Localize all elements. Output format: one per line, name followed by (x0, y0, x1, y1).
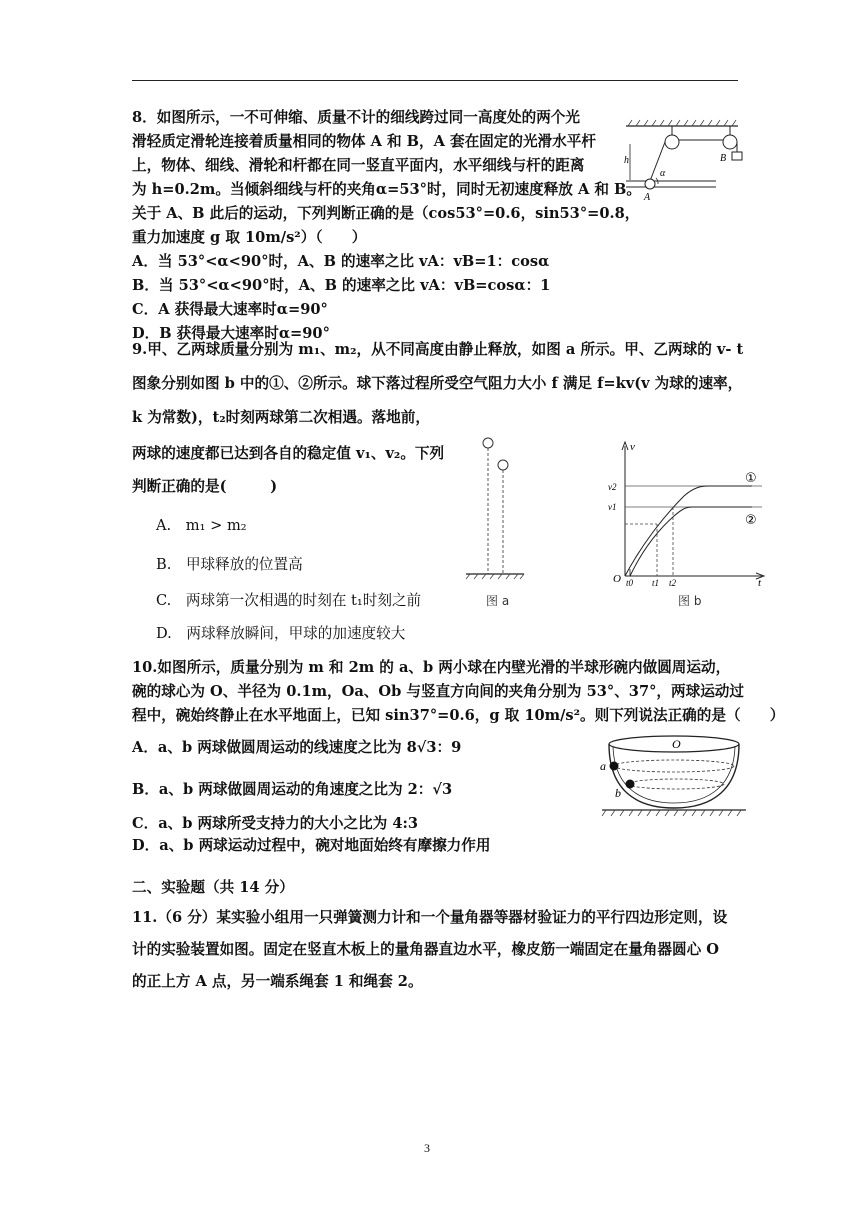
q9-option-a: A. m₁ > m₂ (156, 517, 247, 534)
q8-option-b: B．当 53°<α<90°时，A、B 的速率之比 vA：vB=cosα：1 (132, 277, 551, 294)
label-alpha: α (660, 168, 666, 179)
label-a: a (600, 759, 606, 773)
q9-line-1: 9.甲、乙两球质量分别为 m₁、m₂，从不同高度由静止释放，如图 a 所示。甲、乙两球的 v- t (132, 341, 744, 358)
q10-line-3: 程中，碗始终静止在水平地面上，已知 sin37°=0.6，g 取 10m/s²。则下列说法正确的是（ ） (132, 707, 785, 724)
q8-line-4: 为 h=0.2m。当倾斜细线与杆的夹角α=53°时，同时无初速度释放 A 和 B。 (132, 181, 641, 198)
q8-option-d: D．B 获得最大速率时α=90° (132, 325, 330, 342)
label-b: B (720, 153, 727, 164)
figure-b (602, 436, 772, 614)
q8-line-5: 关于 A、B 此后的运动，下列判断正确的是（cos53°=0.6，sin53°=0.8， (132, 205, 640, 222)
v2-label: v2 (608, 482, 617, 492)
section-heading: 二、实验题（共 14 分） (132, 879, 294, 896)
t-axis-label: t (758, 577, 762, 589)
v1-label: v1 (608, 502, 617, 512)
q9-line-2: 图象分别如图 b 中的①、②所示。球下落过程所受空气阻力大小 f 满足 f=kv(v 为球的速率， (132, 375, 743, 392)
t1-label: t1 (652, 578, 660, 588)
t2-label: t2 (669, 578, 677, 588)
label-o: O (672, 737, 681, 751)
page-number: 3 (424, 1141, 430, 1155)
q8-option-c: C．A 获得最大速率时α=90° (132, 301, 328, 318)
q9-line-5: 判断正确的是( ) (132, 478, 278, 495)
q9-option-b: B. 甲球释放的位置高 (156, 556, 303, 573)
q9-line-4: 两球的速度都已达到各自的稳定值 v₁、v₂。下列 (132, 445, 445, 462)
q10-option-a: A．a、b 两球做圆周运动的线速度之比为 8√3：9 (132, 739, 462, 756)
bowl-figure (596, 730, 750, 820)
t0-label: t0 (626, 578, 634, 588)
fig-a-caption: 图 a (486, 594, 510, 608)
q11-line-1: 11.（6 分）某实验小组用一只弹簧测力计和一个量角器等器材验证力的平行四边形定则，设 (132, 909, 728, 926)
q8-line-1: 8．如图所示，一不可伸缩、质量不计的细线跨过同一高度处的两个光 (132, 109, 580, 126)
q8-line-6: 重力加速度 g 取 10m/s²）（ ） (132, 229, 367, 246)
q8-line-2: 滑轻质定滑轮连接着质量相同的物体 A 和 B，A 套在固定的光滑水平杆 (132, 133, 596, 150)
figure-a (462, 434, 532, 612)
curve-1-label: ① (745, 471, 757, 486)
q8-option-a: A．当 53°<α<90°时，A、B 的速率之比 vA：vB=1：cosα (132, 253, 550, 270)
q10-option-d: D．a、b 两球运动过程中，碗对地面始终有摩擦力作用 (132, 837, 491, 854)
q11-line-2: 计的实验装置如图。固定在竖直木板上的量角器直边水平，橡皮筋一端固定在量角器圆心 O (132, 941, 719, 958)
label-a: A (644, 192, 651, 203)
label-b: b (615, 786, 621, 800)
q9-option-c: C. 两球第一次相遇的时刻在 t₁时刻之前 (156, 592, 422, 609)
pulley-figure (620, 118, 750, 210)
q10-option-b: B．a、b 两球做圆周运动的角速度之比为 2：√3 (132, 781, 453, 798)
label-h: h (624, 155, 629, 166)
q9-line-3: k 为常数)，t₂时刻两球第二次相遇。落地前， (132, 409, 430, 426)
q8-line-3: 上，物体、细线、滑轮和杆都在同一竖直平面内，水平细线与杆的距离 (132, 157, 585, 174)
fig-b-caption: 图 b (678, 594, 702, 608)
v-axis-label: v (630, 441, 635, 453)
curve-2-label: ② (745, 513, 757, 528)
header-rule (132, 80, 738, 81)
q9-option-d: D. 两球释放瞬间，甲球的加速度较大 (156, 625, 406, 642)
q10-option-c: C．a、b 两球所受支持力的大小之比为 4:3 (132, 815, 419, 832)
q10-line-1: 10.如图所示，质量分别为 m 和 2m 的 a、b 两小球在内壁光滑的半球形碗内做圆周运动， (132, 659, 731, 676)
q10-line-2: 碗的球心为 O、半径为 0.1m，Oa、Ob 与竖直方向间的夹角分别为 53°、37°，两球运动过 (132, 683, 744, 700)
origin-label: O (613, 573, 621, 585)
q11-line-3: 的正上方 A 点，另一端系绳套 1 和绳套 2。 (132, 973, 423, 990)
